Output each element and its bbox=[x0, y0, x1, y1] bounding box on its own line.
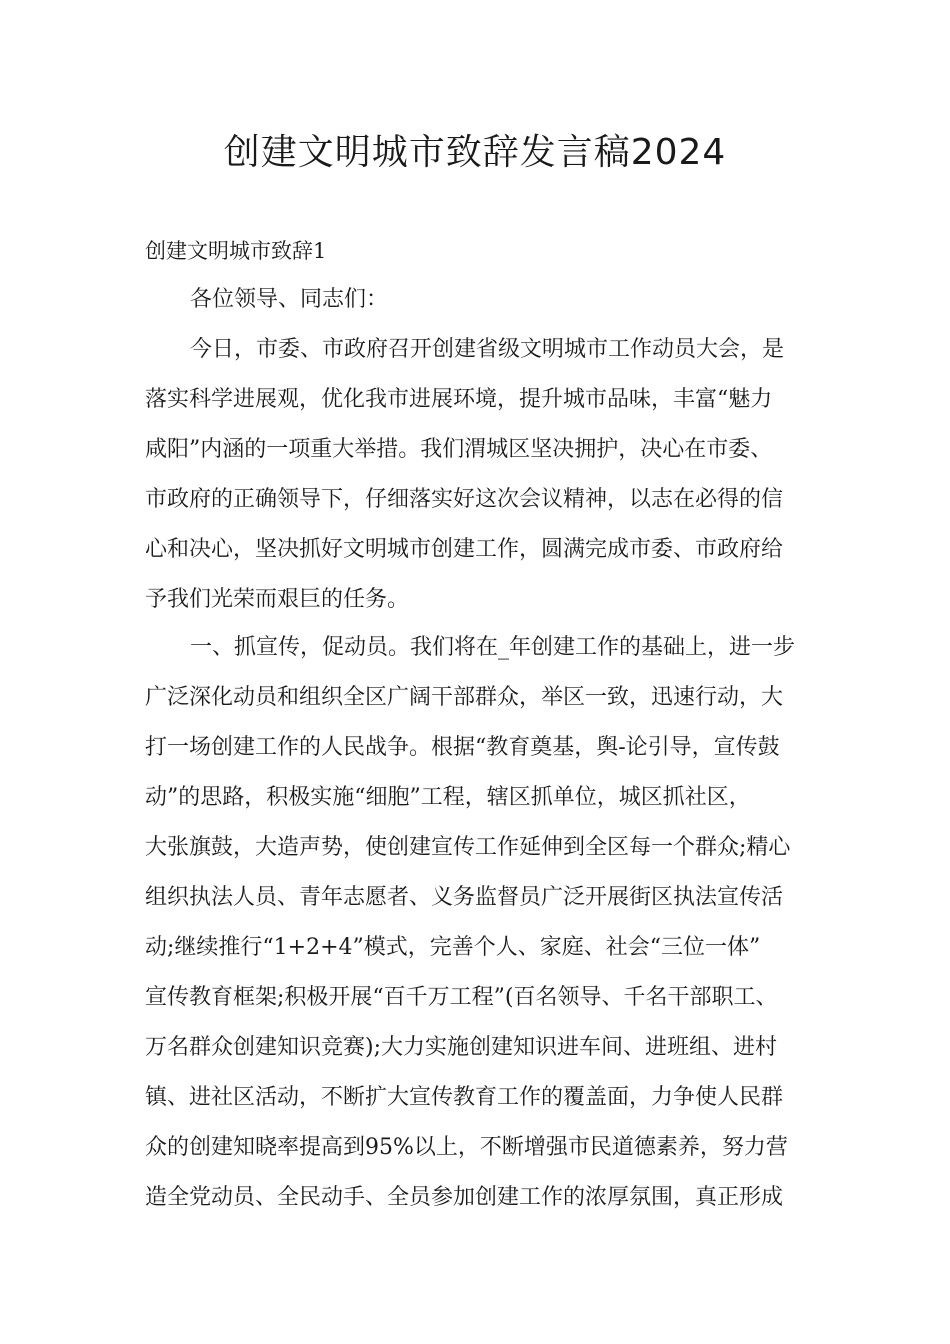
paragraph-line: 镇、进社区活动，不断扩大宣传教育工作的覆盖面，力争使人民群 bbox=[145, 1085, 784, 1110]
paragraph-line: 市政府的正确领导下，仔细落实好这次会议精神，以志在必得的信 bbox=[145, 487, 784, 512]
section-heading: 创建文明城市致辞1 bbox=[145, 239, 327, 263]
paragraph-line: 众的创建知晓率提高到95%以上，不断增强市民道德素养，努力营 bbox=[145, 1135, 788, 1160]
paragraph-publicity bbox=[145, 623, 815, 1223]
paragraph-opening bbox=[145, 325, 815, 625]
paragraph-line: 予我们光荣而艰巨的任务。 bbox=[145, 587, 410, 612]
paragraph-line: 万名群众创建知识竞赛);大力实施创建知识进车间、进班组、进村 bbox=[145, 1035, 777, 1060]
document-title: 创建文明城市致辞发言稿2024 bbox=[223, 132, 727, 173]
paragraph-line: 咸阳”内涵的一项重大举措。我们渭城区坚决拥护，决心在市委、 bbox=[145, 437, 773, 462]
paragraph-line: 组织执法人员、青年志愿者、义务监督员广泛开展街区执法宣传活 bbox=[145, 885, 784, 910]
paragraph-line: 一、抓宣传，促动员。我们将在_年创建工作的基础上，进一步 bbox=[190, 635, 796, 660]
paragraph-line: 动”的思路，积极实施“细胞”工程，辖区抓单位，城区抓社区， bbox=[145, 785, 751, 810]
paragraph-line: 打一场创建工作的人民战争。根据“教育奠基，舆-论引导，宣传鼓 bbox=[145, 735, 780, 760]
paragraph-line: 动;继续推行“1+2+4”模式，完善个人、家庭、社会“三位一体” bbox=[145, 935, 761, 960]
paragraph-line: 广泛深化动员和组织全区广阔干部群众，举区一致，迅速行动，大 bbox=[145, 685, 784, 710]
paragraph-line: 大张旗鼓，大造声势，使创建宣传工作延伸到全区每一个群众;精心 bbox=[145, 835, 791, 860]
salutation-line: 各位领导、同志们： bbox=[190, 287, 389, 312]
paragraph-line: 今日，市委、市政府召开创建省级文明城市工作动员大会，是 bbox=[190, 337, 785, 362]
paragraph-line: 落实科学进展观，优化我市进展环境，提升城市品味，丰富“魅力 bbox=[145, 387, 773, 412]
paragraph-line: 心和决心，坚决抓好文明城市创建工作，圆满完成市委、市政府给 bbox=[145, 537, 784, 562]
salutation-paragraph bbox=[145, 275, 815, 325]
paragraph-line: 造全党动员、全民动手、全员参加创建工作的浓厚氛围，真正形成 bbox=[145, 1185, 784, 1210]
paragraph-line: 宣传教育框架;积极开展“百千万工程”(百名领导、千名干部职工、 bbox=[145, 985, 778, 1010]
